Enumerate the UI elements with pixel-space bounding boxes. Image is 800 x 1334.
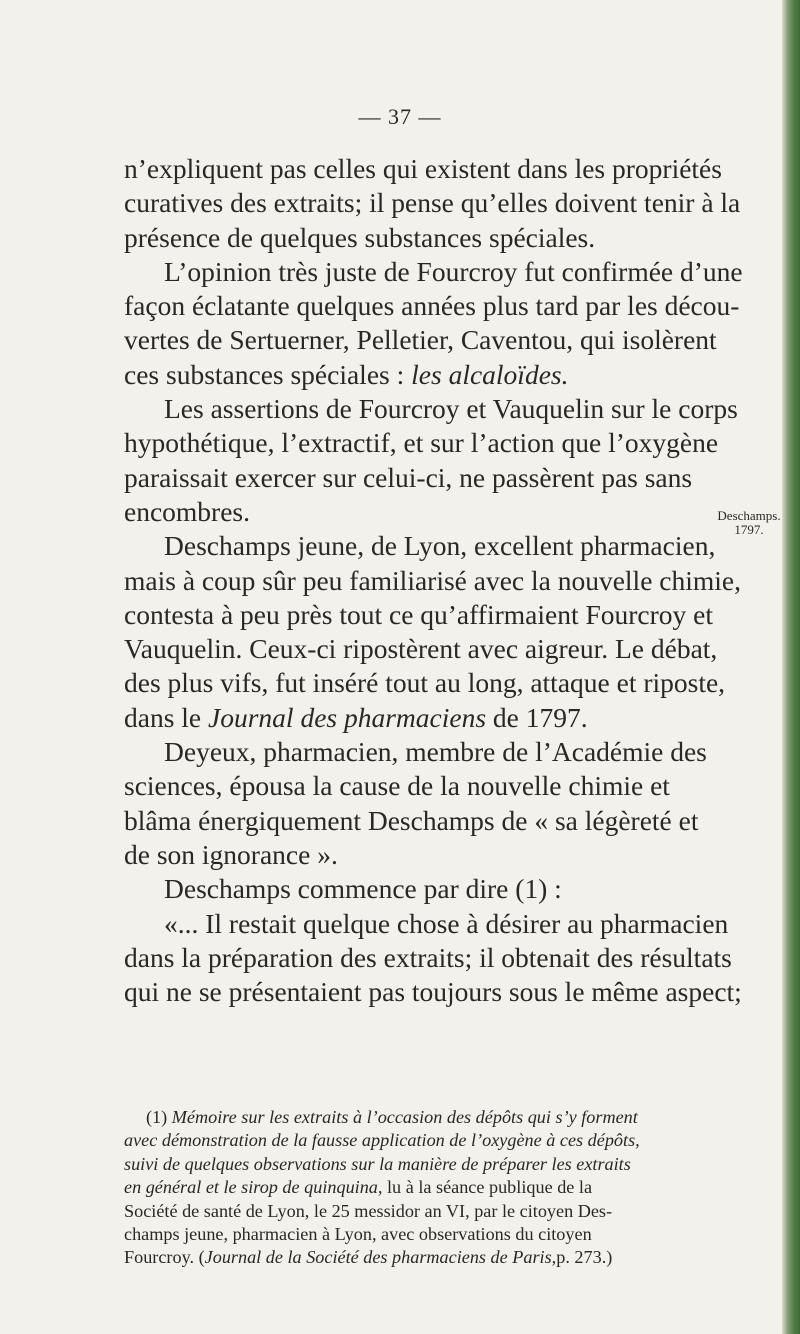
text-line: Deschamps jeune, de Lyon, excellent pharmacien,: [164, 530, 716, 562]
text-line: blâma énergiquement Deschamps de « sa légèreté et: [124, 804, 699, 836]
text-line: de son ignorance ».: [124, 838, 338, 870]
text-line: hypothétique, l’extractif, et sur l’action que l’oxygène: [124, 427, 719, 459]
margin-note: [708, 509, 790, 537]
text-line: n’expliquent pas celles qui existent dans les propriétés: [124, 153, 722, 184]
text-line: qui ne se présentaient pas toujours sous le même aspect;: [124, 976, 742, 1008]
text-line: Vauquelin. Ceux-ci ripostèrent avec aigreur. Le débat,: [124, 633, 718, 665]
footnote-marker: (1): [146, 1107, 172, 1127]
footnote-line: champs jeune, pharmacien à Lyon, avec observations du citoyen: [124, 1223, 592, 1244]
footnote-line: avec démonstration de la fausse application de l’oxygène à ces dépôts,: [124, 1130, 640, 1151]
footnote-line: suivi de quelques observations sur la manière de préparer les extraits: [124, 1153, 631, 1174]
text-line: sciences, épousa la cause de la nouvelle chimie et: [124, 770, 670, 802]
footnote-line: en général et le sirop de quinquina, lu à la séance publique de la: [124, 1177, 593, 1198]
text-line: Deschamps commence par dire (1) :: [164, 873, 562, 905]
text-line: paraissait exercer sur celui-ci, ne passèrent pas sans: [124, 461, 693, 493]
text-line: encombres.: [124, 495, 250, 527]
page-number: — 37 —: [358, 104, 442, 129]
text-line: mais à coup sûr peu familiarisé avec la nouvelle chimie,: [124, 564, 741, 596]
text-line: «... Il restait quelque chose à désirer au pharmacien: [164, 907, 729, 939]
text-line: Les assertions de Fourcroy et Vauquelin sur le corps: [164, 393, 738, 425]
italic-term: les alcaloïdes.: [411, 358, 569, 390]
text-line: Deyeux, pharmacien, membre de l’Académie des: [164, 736, 707, 768]
body-text: [124, 152, 743, 1009]
text-line: dans la préparation des extraits; il obtenait des résultats: [124, 941, 732, 973]
text-line: des plus vifs, fut inséré tout au long, attaque et riposte,: [124, 667, 726, 699]
page-edge: [782, 0, 800, 1334]
journal-title: Journal des pharmaciens: [208, 701, 487, 733]
text-line: contesta à peu près tout ce qu’affirmaient Fourcroy et: [124, 598, 713, 630]
footnote-line: Fourcroy. ( Journal de la Société des pharmaciens de Paris, p. 273.): [124, 1247, 613, 1268]
text-line: façon éclatante quelques années plus tard par les décou-: [124, 290, 740, 322]
text-line: curatives des extraits; il pense qu’elles doivent tenir à la: [124, 187, 741, 219]
text-line: dans le Journal des pharmaciens de 1797.: [124, 701, 698, 735]
footnote-line: (1) Mémoire sur les extraits à l’occasion des dépôts qui s’y forment: [146, 1107, 638, 1127]
text-line: présence de quelques substances spéciales.: [124, 221, 596, 253]
text-line: ces substances spéciales : les alcaloïdes.: [124, 358, 698, 392]
text-line: vertes de Sertuerner, Pelletier, Caventou, qui isolèrent: [124, 324, 717, 356]
footnote: [124, 1106, 698, 1270]
footnote-line: Société de santé de Lyon, le 25 messidor an VI, par le citoyen Des-: [124, 1200, 613, 1221]
text-line: L’opinion très juste de Fourcroy fut confirmée d’une: [164, 255, 743, 287]
margin-note-year: 1797.: [734, 522, 764, 537]
margin-note-name: Deschamps.: [717, 508, 781, 523]
